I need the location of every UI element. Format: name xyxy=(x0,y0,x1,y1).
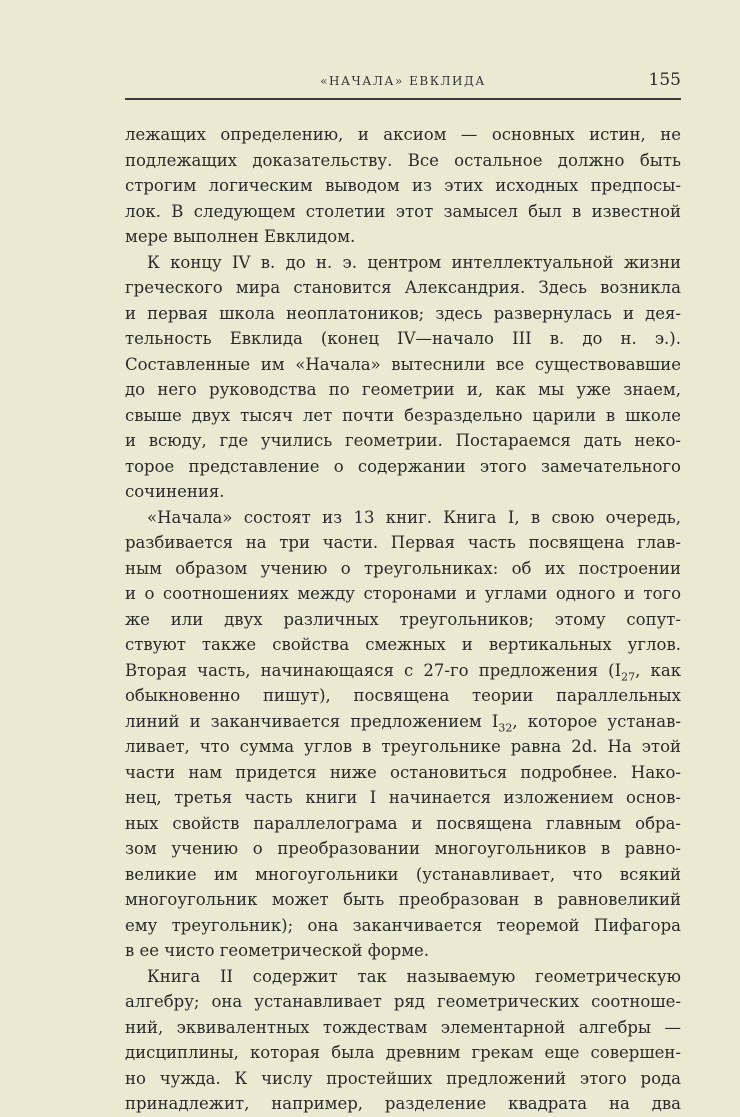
text-line xyxy=(125,505,681,531)
subscript: 27 xyxy=(621,669,636,683)
text-line xyxy=(125,785,681,811)
line-text: и о соотношениях между сторонами и углами одного и того xyxy=(125,584,681,603)
text-line xyxy=(125,479,681,505)
text-line xyxy=(125,275,681,301)
line-text: торое представление о содержании этого замечательного xyxy=(125,456,681,476)
text-line xyxy=(125,199,681,225)
line-text: подлежащих доказательству. Все остальное должно быть xyxy=(125,150,681,170)
line-text: до него руководства по геометрии и, как мы уже знаем, xyxy=(125,380,681,399)
line-text: обыкновенно пишут), посвящена теории параллельных xyxy=(125,686,681,705)
running-title: «НАЧАЛА» ЕВКЛИДА xyxy=(320,74,486,88)
text-line xyxy=(125,862,681,888)
line-text: греческого мира становится Александрия. Здесь возникла xyxy=(125,278,681,297)
line-text: линий и заканчивается предложением I xyxy=(125,711,499,731)
line-text: свыше двух тысяч лет почти безраздельно царили в школе xyxy=(125,405,681,425)
text-line xyxy=(125,250,681,276)
subscript: 32 xyxy=(498,720,513,734)
line-text: ным образом учению о треугольниках: об их построении xyxy=(125,558,681,578)
text-line xyxy=(125,556,681,582)
line-text: ему треугольник); она заканчивается теоремой Пифагора xyxy=(125,915,681,935)
line-text: алгебру; она устанавливает ряд геометрических соотноше- xyxy=(125,992,681,1011)
text-line xyxy=(125,760,681,786)
page-header xyxy=(125,70,681,94)
line-text: многоугольник может быть преобразован в равновеликий xyxy=(125,890,681,909)
line-text: ний, эквивалентных тождествам элементарной алгебры — xyxy=(125,1017,681,1037)
text-line xyxy=(125,224,681,250)
line-text: но чужда. К числу простейших предложений этого рода xyxy=(125,1068,681,1088)
text-line xyxy=(125,1066,681,1092)
line-text: же или двух различных треугольников; этому сопут- xyxy=(125,609,681,629)
line-text: лежащих определению, и аксиом — основных истин, не xyxy=(125,125,681,144)
text-line xyxy=(125,1015,681,1041)
text-line xyxy=(125,326,681,352)
line-text: лок. В следующем столетии этот замысел был в известной xyxy=(125,201,681,221)
text-line xyxy=(125,964,681,990)
line-text: и всюду, где учились геометрии. Постараемся дать неко- xyxy=(125,431,681,450)
text-line xyxy=(125,632,681,658)
line-text: нец, третья часть книги I начинается изложением основ- xyxy=(125,788,681,807)
text-line xyxy=(125,377,681,403)
line-text: «Начала» состоят из 13 книг. Книга I, в свою очередь, xyxy=(147,507,681,527)
line-text: Вторая часть, начинающаяся с 27-го предложения (I xyxy=(125,660,622,680)
body-text xyxy=(125,122,681,1117)
line-text: Книга II содержит так называемую геометрическую xyxy=(147,966,681,986)
text-line xyxy=(125,428,681,454)
text-line xyxy=(125,1091,681,1117)
page-number: 155 xyxy=(648,70,681,90)
text-line xyxy=(125,658,681,684)
text-line xyxy=(125,709,681,735)
line-text: ных свойств параллелограма и посвящена главным обра- xyxy=(125,813,681,833)
text-line xyxy=(125,913,681,939)
line-text-continued: , которое устанав- xyxy=(512,711,681,731)
text-line xyxy=(125,581,681,607)
line-text: великие им многоугольники (устанавливает, что всякий xyxy=(125,864,681,884)
line-text: ствуют также свойства смежных и вертикальных углов. xyxy=(125,635,681,654)
line-text: части нам придется ниже остановиться подробнее. Нако- xyxy=(125,762,681,782)
line-text: строгим логическим выводом из этих исходных предпосы- xyxy=(125,176,681,195)
text-line xyxy=(125,454,681,480)
line-text: ливает, что сумма углов в треугольнике равна 2d. На этой xyxy=(125,737,681,756)
header-rule xyxy=(125,98,681,100)
text-line xyxy=(125,811,681,837)
text-line xyxy=(125,352,681,378)
line-text: дисциплины, которая была древним грекам еще совершен- xyxy=(125,1043,681,1062)
text-line xyxy=(125,530,681,556)
text-line xyxy=(125,122,681,148)
text-line xyxy=(125,938,681,964)
text-line xyxy=(125,301,681,327)
text-line xyxy=(125,989,681,1015)
text-line xyxy=(125,173,681,199)
text-line xyxy=(125,607,681,633)
text-line xyxy=(125,836,681,862)
text-line xyxy=(125,734,681,760)
line-text: К концу IV в. до н. э. центром интеллектуальной жизни xyxy=(147,252,681,272)
line-text: принадлежит, например, разделение квадрата на два xyxy=(125,1094,681,1113)
line-text: и первая школа неоплатоников; здесь развернулась и дея- xyxy=(125,303,681,323)
line-text: в ее чисто геометрической форме. xyxy=(125,941,430,960)
text-line xyxy=(125,403,681,429)
text-line xyxy=(125,683,681,709)
text-line xyxy=(125,148,681,174)
line-text: Составленные им «Начала» вытеснили все существовавшие xyxy=(125,354,681,374)
text-line xyxy=(125,887,681,913)
line-text: сочинения. xyxy=(125,482,225,501)
line-text: зом учению о преобразовании многоугольников в равно- xyxy=(125,839,681,858)
line-text: мере выполнен Евклидом. xyxy=(125,227,356,246)
text-line xyxy=(125,1040,681,1066)
line-text: разбивается на три части. Первая часть посвящена глав- xyxy=(125,533,681,552)
line-text-continued: , как xyxy=(635,660,682,680)
line-text: тельность Евклида (конец IV—начало III в. до н. э.). xyxy=(125,329,681,348)
